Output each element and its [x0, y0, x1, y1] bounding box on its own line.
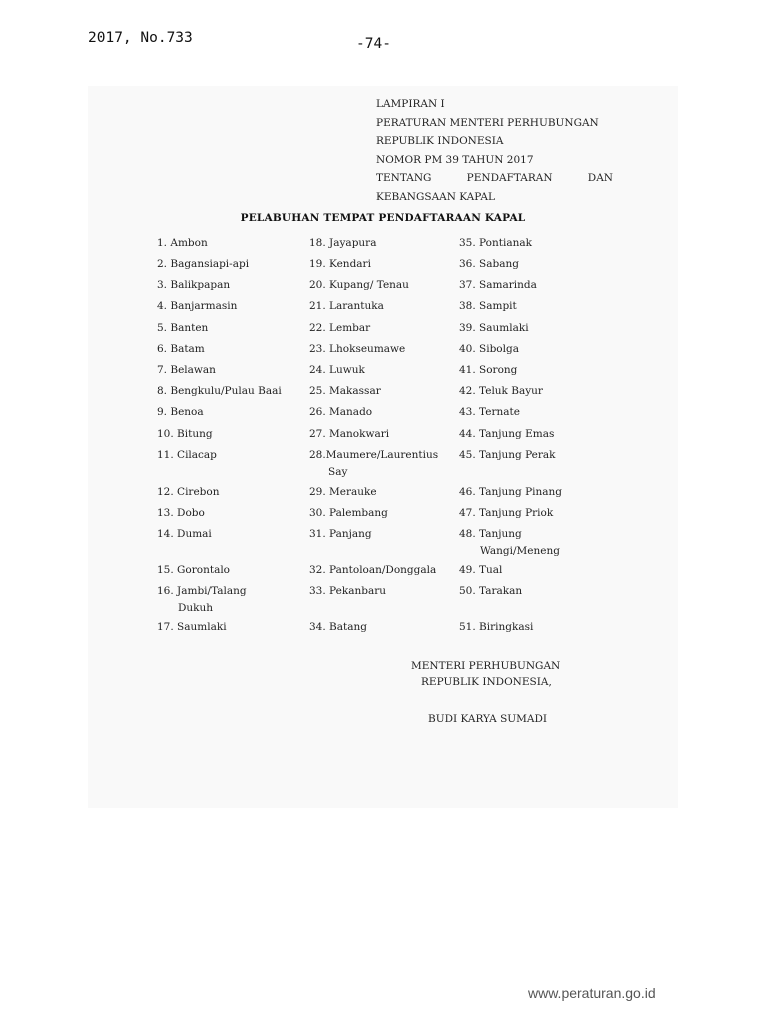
- port-list-item: [157, 619, 227, 636]
- port-list-item: [309, 447, 438, 481]
- port-name: 29. Merauke: [309, 486, 377, 498]
- port-name: 33. Pekanbaru: [309, 585, 386, 597]
- port-list-item: [459, 447, 556, 464]
- port-name: 13. Dobo: [157, 507, 205, 519]
- port-list-item: [157, 426, 213, 443]
- port-name: 7. Belawan: [157, 364, 216, 376]
- port-name: 49. Tual: [459, 564, 503, 576]
- port-name: 15. Gorontalo: [157, 564, 231, 576]
- port-name: 2. Bagansiapi-api: [157, 258, 250, 270]
- port-list-item: [459, 320, 529, 337]
- port-list-item: [157, 256, 249, 273]
- port-list-item: [309, 619, 367, 636]
- port-name: 41. Sorong: [459, 364, 518, 376]
- port-name-continued: Wangi/Meneng: [480, 545, 560, 557]
- port-name: 22. Lembar: [309, 322, 371, 334]
- port-name: 3. Balikpapan: [157, 279, 231, 291]
- port-name: 26. Manado: [309, 406, 373, 418]
- port-list-item: [459, 341, 519, 358]
- port-name: 17. Saumlaki: [157, 621, 227, 633]
- port-list-item: [459, 277, 537, 294]
- subject-word-3: DAN: [587, 172, 613, 185]
- subject-word-2: PENDAFTARAN: [466, 172, 553, 185]
- signature-title-1: MENTERI PERHUBUNGAN: [411, 660, 561, 672]
- port-name: 46. Tanjung Pinang: [459, 486, 563, 498]
- port-name: 48. Tanjung: [459, 528, 522, 540]
- port-name: 18. Jayapura: [309, 237, 377, 249]
- port-list-item: [157, 526, 212, 543]
- port-list-item: [157, 562, 230, 579]
- regulation-subject-continued: KEBANGSAAN KAPAL: [376, 190, 495, 203]
- port-list-item: [459, 619, 533, 636]
- port-list-item: [157, 298, 237, 315]
- port-list-item: [459, 426, 554, 443]
- attachment-label: LAMPIRAN I: [376, 98, 445, 110]
- port-list-item: [309, 256, 371, 273]
- port-list-item: [309, 404, 372, 421]
- regulation-subject-line: [376, 169, 613, 188]
- port-name: 24. Luwuk: [309, 364, 365, 376]
- port-name: 1. Ambon: [157, 237, 208, 249]
- port-name: 39. Saumlaki: [459, 322, 529, 334]
- port-name: 30. Palembang: [309, 507, 388, 519]
- port-list-item: [157, 341, 205, 358]
- port-list-item: [309, 526, 372, 543]
- port-list-item: [459, 505, 553, 522]
- port-name: 23. Lhokseumawe: [309, 343, 406, 355]
- port-name: 12. Cirebon: [157, 486, 220, 498]
- country-name: REPUBLIK INDONESIA: [376, 135, 504, 148]
- port-list-item: [459, 526, 560, 560]
- port-name: 4. Banjarmasin: [157, 300, 238, 312]
- port-list-item: [459, 484, 562, 501]
- port-name: 32. Pantoloan/Donggala: [309, 564, 437, 576]
- port-list-item: [309, 562, 436, 579]
- website-watermark: www.peraturan.go.id: [528, 985, 656, 1001]
- port-list-item: [157, 484, 219, 501]
- port-list-item: [157, 505, 205, 522]
- port-name: 5. Banten: [157, 322, 209, 334]
- port-name: 42. Teluk Bayur: [459, 385, 543, 397]
- port-name: 14. Dumai: [157, 528, 212, 540]
- port-name: 43. Ternate: [459, 406, 520, 418]
- port-name: 47. Tanjung Priok: [459, 507, 554, 519]
- port-list-item: [309, 426, 389, 443]
- port-list-item: [459, 298, 517, 315]
- attachment-header: [376, 95, 613, 207]
- signatory-name: BUDI KARYA SUMADI: [428, 713, 548, 725]
- port-list-item: [309, 320, 370, 337]
- port-name: 40. Sibolga: [459, 343, 519, 355]
- port-list-item: [157, 320, 208, 337]
- signature-title-2: REPUBLIK INDONESIA,: [421, 676, 552, 688]
- port-name: 34. Batang: [309, 621, 367, 633]
- port-name: 31. Panjang: [309, 528, 372, 540]
- port-name-continued: Say: [328, 466, 348, 478]
- port-list-item: [309, 505, 388, 522]
- port-list-item: [309, 341, 405, 358]
- port-name: 36. Sabang: [459, 258, 519, 270]
- port-name: 20. Kupang/ Tenau: [309, 279, 409, 291]
- port-name: 38. Sampit: [459, 300, 517, 312]
- port-name: 37. Samarinda: [459, 279, 537, 291]
- port-name-continued: Dukuh: [178, 602, 214, 614]
- page-number: -74-: [356, 36, 391, 52]
- port-name: 50. Tarakan: [459, 585, 523, 597]
- port-list-item: [157, 383, 282, 400]
- port-name: 6. Batam: [157, 343, 205, 355]
- regulation-number: NOMOR PM 39 TAHUN 2017: [376, 153, 534, 166]
- port-list-item: [459, 583, 522, 600]
- port-name: 27. Manokwari: [309, 428, 390, 440]
- port-list-item: [157, 404, 204, 421]
- port-name: 19. Kendari: [309, 258, 371, 270]
- port-list-item: [157, 362, 216, 379]
- port-name: 44. Tanjung Emas: [459, 428, 555, 440]
- port-list-item: [309, 235, 376, 252]
- port-name: 25. Makassar: [309, 385, 381, 397]
- port-name: 9. Benoa: [157, 406, 204, 418]
- port-list-item: [309, 362, 365, 379]
- port-list-item: [459, 562, 502, 579]
- port-name: 28.Maumere/Laurentius: [309, 449, 439, 461]
- port-list-item: [459, 362, 517, 379]
- port-list-item: [309, 277, 409, 294]
- port-list-item: [309, 298, 384, 315]
- port-name: 16. Jambi/Talang: [157, 585, 247, 597]
- port-name: 21. Larantuka: [309, 300, 384, 312]
- port-list-item: [309, 484, 377, 501]
- port-list-item: [459, 383, 543, 400]
- document-reference: 2017, No.733: [88, 30, 193, 46]
- port-name: 10. Bitung: [157, 428, 213, 440]
- port-list-item: [309, 383, 381, 400]
- list-title: PELABUHAN TEMPAT PENDAFTARAAN KAPAL: [240, 212, 526, 224]
- port-name: 11. Cilacap: [157, 449, 217, 461]
- regulation-title: PERATURAN MENTERI PERHUBUNGAN: [376, 116, 599, 129]
- port-list-item: [157, 583, 247, 617]
- port-list-item: [157, 447, 217, 464]
- port-list-item: [459, 404, 520, 421]
- port-name: 8. Bengkulu/Pulau Baai: [157, 385, 282, 397]
- port-name: 45. Tanjung Perak: [459, 449, 556, 461]
- port-list-item: [459, 256, 519, 273]
- port-name: 35. Pontianak: [459, 237, 532, 249]
- port-list-item: [157, 277, 230, 294]
- port-list-item: [459, 235, 532, 252]
- port-name: 51. Biringkasi: [459, 621, 534, 633]
- port-list-item: [309, 583, 386, 600]
- subject-word-1: TENTANG: [376, 172, 432, 185]
- port-list-item: [157, 235, 208, 252]
